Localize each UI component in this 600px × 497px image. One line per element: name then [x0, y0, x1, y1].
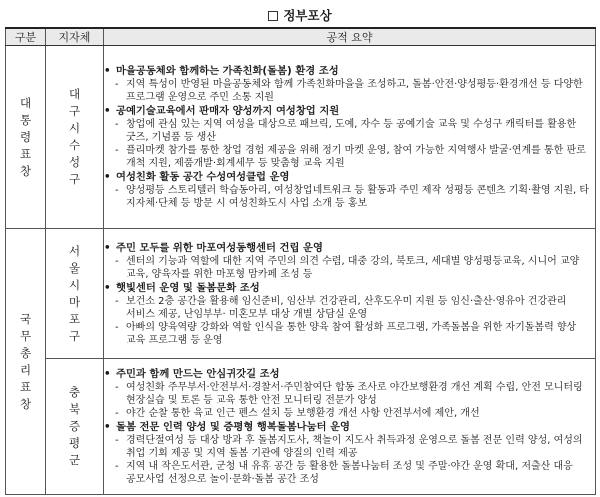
item-title: • 공예기술교육에서 판매자 양성까지 여성창업 지원 — [104, 105, 340, 117]
table-row — [6, 46, 596, 229]
category-label: 대통령표창 — [19, 95, 32, 178]
item-detail: - 여성친화 주무부서·안전부서·경찰서·주민참여단 합동 조사로 야간보행환경 개선 계획 수립, 안전 모니터링 현장실습 및 토론 등 교육 통한 안전 모니터링 전문가 양성 — [115, 382, 583, 406]
local-cell — [46, 46, 104, 229]
item-detail: - 플리마켓 참가를 통한 창업 경험 제공을 위해 정기 마켓 운영, 참여 가능한 지역행사 발굴·연계를 통한 판로 개척 지원, 제품개발·회계세무 등 맞춤형 교육 지원 — [115, 145, 586, 169]
local-label: 대구시수성구 — [68, 87, 81, 186]
item-title: • 주민 모두를 위한 마포여성동행센터 건립 운영 — [104, 241, 323, 254]
item-detail: - 야간 순찰 통한 육교 인근 펜스 설치 등 보행환경 개선 사항 안전부서에 제안, 개선 — [115, 408, 480, 419]
item-detail: - 아빠의 양육역량 강화와 역할 인식을 통한 양육 참여 활성화 프로그램, 가족돌봄을 위한 자기돌봄력 향상 교육 프로그램 등 운영 — [115, 321, 577, 346]
item-detail: - 지역 내 작은도서관, 군청 내 유휴 공간 등 활용한 돌봄나눔터 조성 및 주말·야간 운영 확대, 저출산 대응 공모사업 선정으로 놀이·문화·돌봄 공간 조성 — [115, 461, 573, 485]
item-detail: - 보건소 2층 공간을 활용해 임신준비, 임산부 건강관리, 산후도우미 지원 등 임신·출산·영유아 건강관리 서비스 제공, 난임부부· 미혼모부 대상 개별 상담실 운영 — [115, 295, 567, 320]
category-label: 국무총리표창 — [19, 311, 32, 411]
checkbox-icon — [268, 11, 278, 21]
table-row — [6, 229, 596, 359]
item-title: • 햇빛센터 운영 및 돌봄문화 조성 — [104, 281, 260, 294]
item-title: • 돌봄 전문 인력 양성 및 증평형 행복돌봄나눔터 운영 — [104, 421, 350, 433]
item-detail: - 경력단절여성 등 대상 방과 후 돌봄지도사, 책놀이 지도사 취득과정 운영으로 돌봄 전문 인력 양성, 여성의 취업 기회 제공 및 지역 돌봄 기관에 양질의 인력 제공 — [115, 435, 583, 459]
item-title: • 여성친화 활동 공간 수성여성클럽 운영 — [104, 171, 290, 183]
table-header-row — [6, 28, 596, 46]
table-row — [6, 359, 596, 495]
header-category: 구분 — [6, 28, 46, 46]
category-cell — [6, 46, 46, 229]
local-cell — [46, 229, 104, 359]
local-cell — [46, 359, 104, 495]
document-title — [0, 6, 600, 24]
header-summary: 공적 요약 — [104, 28, 596, 46]
header-local: 지자체 — [46, 28, 104, 46]
item-detail: - 양성평등 스토리텔러 학습동아리, 여성창업네트워크 등 활동과 주민 제작 성평등 콘텐츠 기획·촬영 지원, 타 지자체·단체 등 방문 시 여성친화도시 사업 소개 등 홍보 — [115, 185, 590, 209]
item-detail: - 센터의 기능과 역할에 대한 지역 주민의 의견 수렴, 대중 강의, 북토크, 세대별 양성평등교육, 시니어 교양 교육, 양육자를 위한 마포형 맘카페 조성 등 — [115, 255, 580, 280]
summary-cell — [104, 46, 596, 229]
local-label: 충북증평군 — [68, 385, 81, 467]
item-title: • 마을공동체와 함께하는 가족친화(돌봄) 환경 조성 — [104, 65, 339, 77]
item-detail: - 창업에 관심 있는 지역 여성을 대상으로 패브릭, 도예, 자수 등 공예기술 교육 및 수성구 캐릭터를 활용한 굿즈, 기념품 등 생산 — [115, 119, 577, 143]
item-detail: - 지역 특성이 반영된 마을공동체와 함께 가족친화마을을 조성하고, 돌봄·안전·양성평등·환경개선 등 다양한 프로그램 운영으로 주민 소통 지원 — [115, 79, 583, 103]
local-label: 서울시마포구 — [68, 243, 81, 343]
awards-table — [5, 27, 596, 495]
summary-cell — [104, 229, 596, 359]
category-cell — [6, 229, 46, 495]
title-text: 정부포상 — [283, 8, 332, 23]
summary-cell — [104, 359, 596, 495]
item-title: • 주민과 함께 만드는 안심귀갓길 조성 — [104, 368, 280, 380]
